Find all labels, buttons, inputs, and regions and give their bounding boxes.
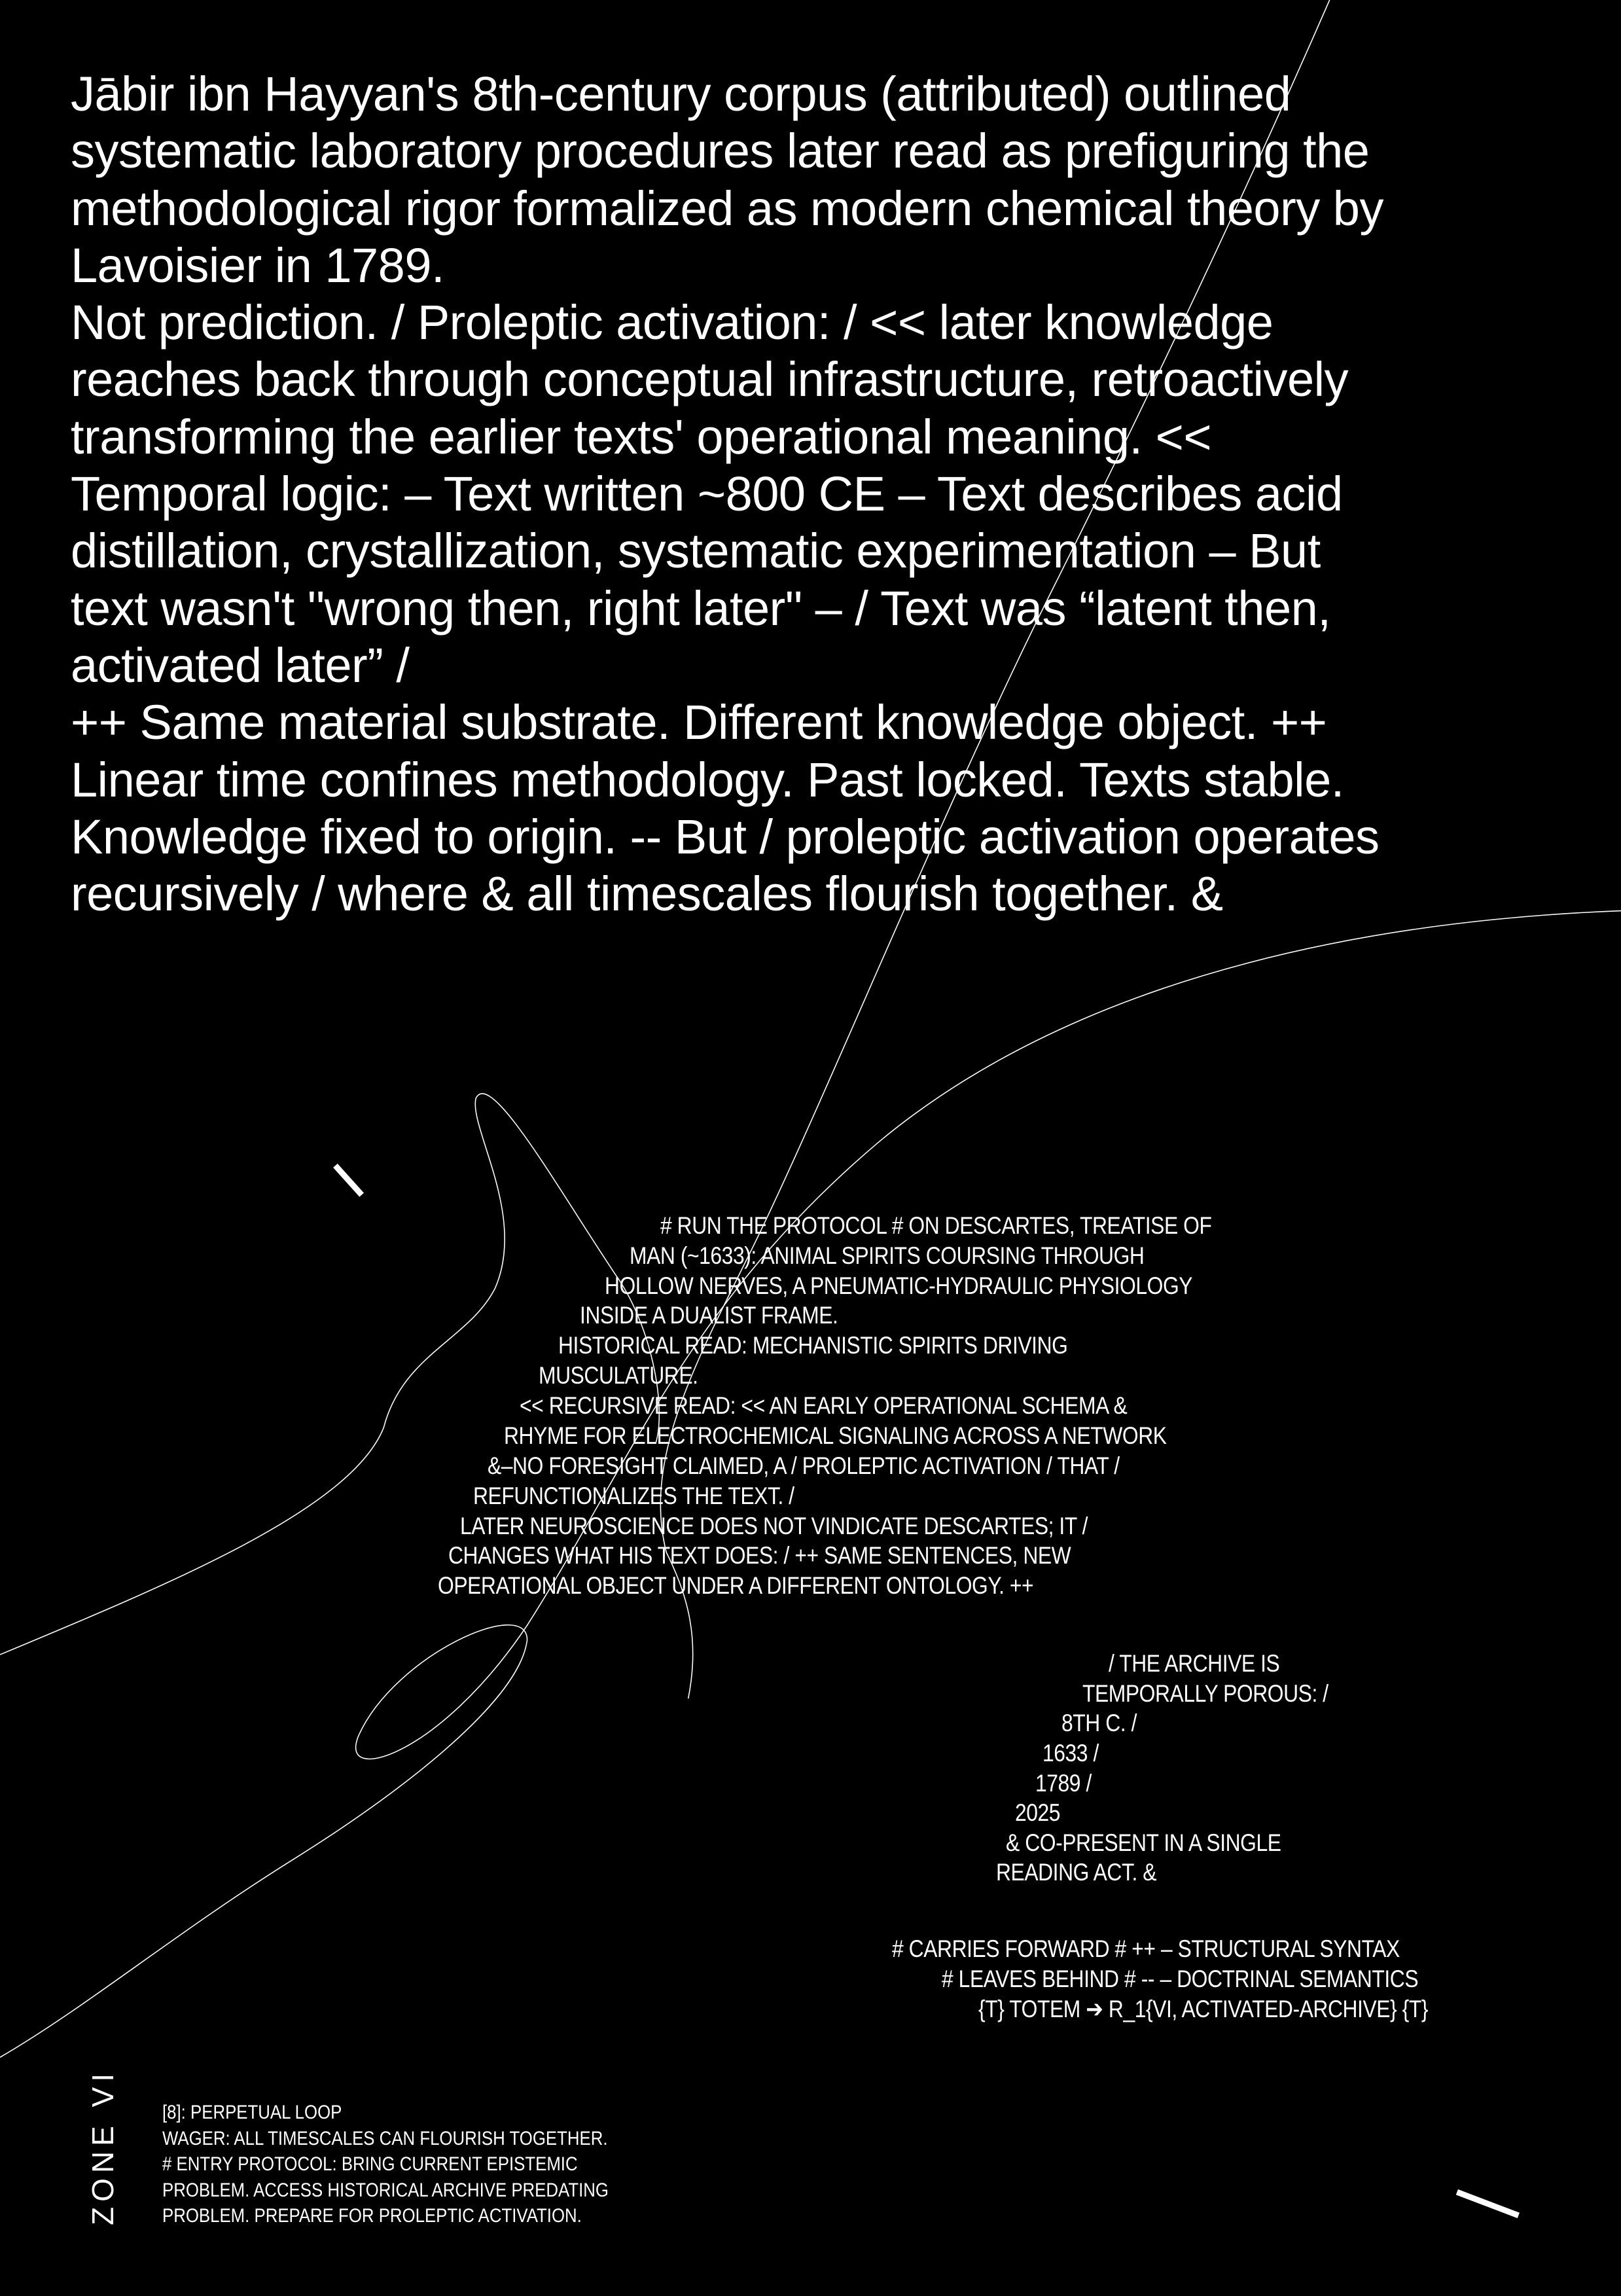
main-essay-text xyxy=(71,65,1383,922)
protocol-line: MUSCULATURE. xyxy=(539,1362,698,1390)
archive-line: & CO-PRESENT IN A SINGLE xyxy=(1006,1829,1281,1856)
protocol-line: HOLLOW NERVES, A PNEUMATIC-HYDRAULIC PHYSIOLOGY xyxy=(605,1272,1193,1299)
protocol-line: &–NO FORESIGHT CLAIMED, A / PROLEPTIC ACTIVATION / THAT / xyxy=(488,1452,1120,1479)
protocol-line: MAN (~1633): ANIMAL SPIRITS COURSING THROUGH xyxy=(630,1242,1145,1269)
essay-line: methodological rigor formalized as modern chemical theory by xyxy=(71,181,1383,236)
archive-line: 1789 / xyxy=(1035,1769,1092,1797)
essay-line: recursively / where & all timescales flourish together. & xyxy=(71,867,1223,922)
essay-line: Temporal logic: – Text written ~800 CE – Text describes acid xyxy=(71,467,1343,522)
footer-note-line: WAGER: ALL TIMESCALES CAN FLOURISH TOGETHER. xyxy=(162,2127,608,2149)
protocol-line: CHANGES WHAT HIS TEXT DOES: / ++ SAME SENTENCES, NEW xyxy=(448,1542,1071,1570)
protocol-line: INSIDE A DUALIST FRAME. xyxy=(580,1302,838,1329)
archive-line: / THE ARCHIVE IS xyxy=(1108,1649,1280,1677)
footer-note-line: PROBLEM. PREPARE FOR PROLEPTIC ACTIVATION. xyxy=(162,2205,582,2227)
essay-line: systematic laboratory procedures later read as prefiguring the xyxy=(71,124,1370,179)
essay-line: ++ Same material substrate. Different knowledge object. ++ xyxy=(71,695,1327,750)
carries-line: {T} TOTEM ➔ R_1{VI, ACTIVATED-ARCHIVE} {T} xyxy=(978,1995,1428,2022)
protocol-line: << RECURSIVE READ: << AN EARLY OPERATIONAL SCHEMA & xyxy=(520,1392,1128,1420)
zone-label: ZONE VI xyxy=(86,2068,120,2225)
protocol-line: # RUN THE PROTOCOL # ON DESCARTES, TREATISE OF xyxy=(660,1211,1212,1239)
essay-line: distillation, crystallization, systematic experimentation – But xyxy=(71,524,1321,579)
protocol-line: LATER NEUROSCIENCE DOES NOT VINDICATE DESCARTES; IT / xyxy=(459,1512,1088,1539)
footer-notes xyxy=(162,2100,609,2229)
carries-line: # CARRIES FORWARD # ++ – STRUCTURAL SYNTAX xyxy=(891,1935,1400,1963)
essay-line: transforming the earlier texts' operational meaning. << xyxy=(71,409,1212,464)
essay-line: reaches back through conceptual infrastructure, retroactively xyxy=(71,352,1349,407)
archive-line: 2025 xyxy=(1014,1799,1060,1827)
archive-line: 8TH C. / xyxy=(1061,1710,1137,1737)
carries-line: # LEAVES BEHIND # -- – DOCTRINAL SEMANTICS xyxy=(941,1965,1418,1993)
essay-line: Lavoisier in 1789. xyxy=(71,238,445,293)
footer-note-line: # ENTRY PROTOCOL: BRING CURRENT EPISTEMIC xyxy=(162,2153,578,2175)
essay-line: Jābir ibn Hayyan's 8th-century corpus (attributed) outlined xyxy=(71,67,1291,121)
sweep-curve xyxy=(0,911,1621,2058)
protocol-line: HISTORICAL READ: MECHANISTIC SPIRITS DRIVING xyxy=(558,1332,1067,1359)
essay-line: Knowledge fixed to origin. -- But / proleptic activation operates xyxy=(71,809,1380,864)
footer-note-line: [8]: PERPETUAL LOOP xyxy=(162,2102,342,2123)
protocol-line: OPERATIONAL OBJECT UNDER A DIFFERENT ONTOLOGY. ++ xyxy=(438,1572,1034,1600)
archive-line: READING ACT. & xyxy=(995,1859,1156,1886)
essay-line: activated later” / xyxy=(71,637,410,692)
dash-mark-right xyxy=(1457,2192,1518,2215)
dash-mark-left xyxy=(335,1166,361,1195)
protocol-line: RHYME FOR ELECTROCHEMICAL SIGNALING ACROSS A NETWORK xyxy=(503,1422,1167,1449)
archive-line: TEMPORALLY POROUS: / xyxy=(1082,1679,1328,1707)
archive-line: 1633 / xyxy=(1042,1739,1099,1767)
essay-line: Not prediction. / Proleptic activation: / << later knowledge xyxy=(71,295,1274,350)
essay-line: text wasn't "wrong then, right later" – / Text was “latent then, xyxy=(71,581,1331,636)
essay-line: Linear time confines methodology. Past locked. Texts stable. xyxy=(71,752,1344,807)
footer-note-line: PROBLEM. ACCESS HISTORICAL ARCHIVE PREDATING xyxy=(162,2179,609,2201)
protocol-line: REFUNCTIONALIZES THE TEXT. / xyxy=(472,1482,794,1509)
